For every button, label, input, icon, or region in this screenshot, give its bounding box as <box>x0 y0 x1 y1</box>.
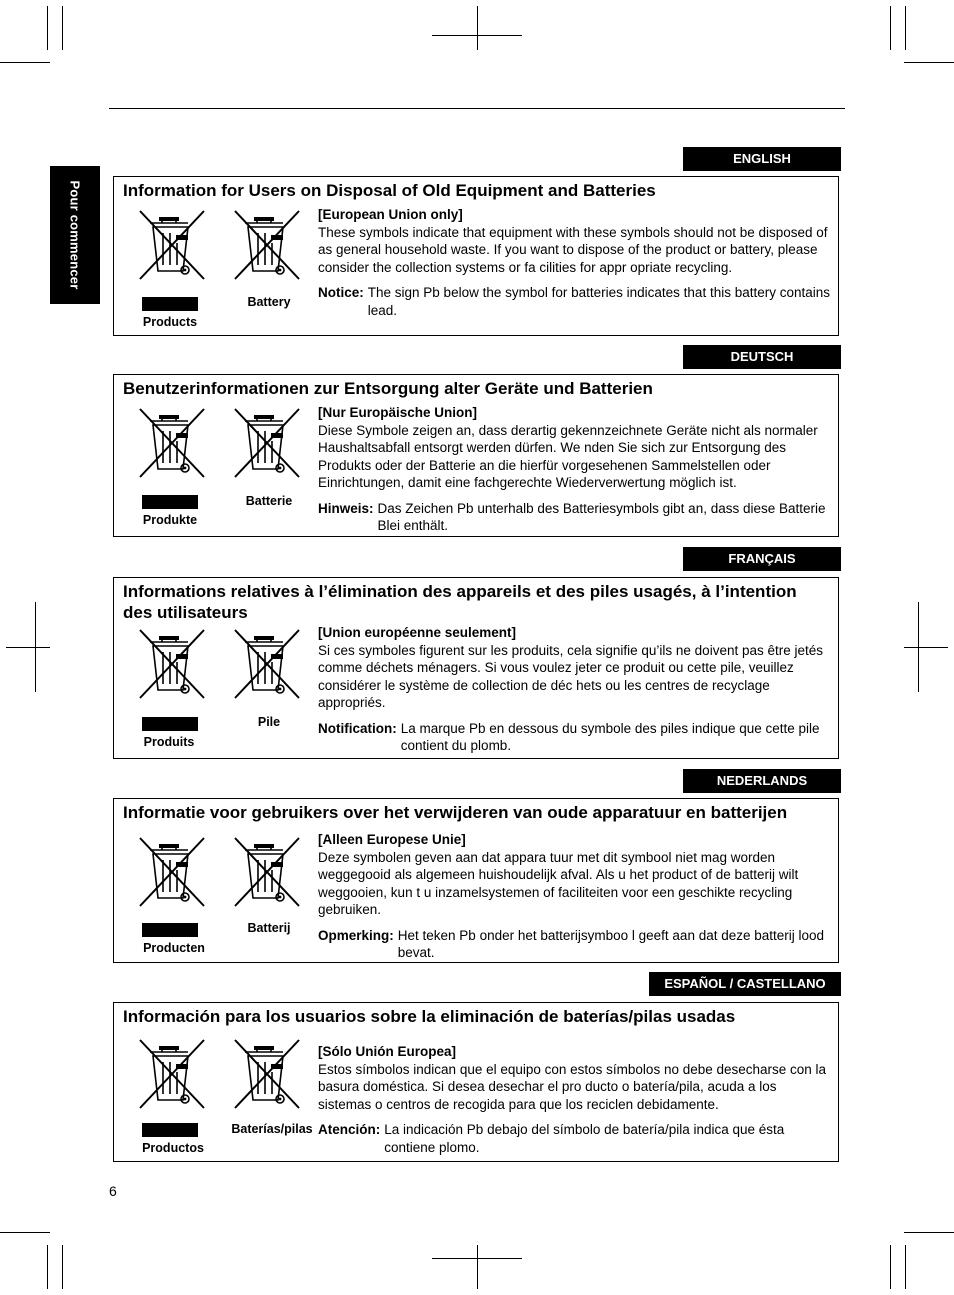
notice-label: Atención: <box>318 1122 381 1137</box>
section-title: Benutzerinformationen zur Entsorgung alter Geräte und Batterien <box>123 379 653 398</box>
crossed-bin-icon <box>136 405 208 481</box>
section-title: Información para los usuarios sobre la eliminación de baterías/pilas usadas <box>123 1007 736 1026</box>
crossed-bin-icon <box>136 834 208 910</box>
product-bar <box>142 717 198 731</box>
notice-text: Das Zeichen Pb unterhalb des Batteriesymbols gibt an, dass diese Batterie Blei enthält. <box>377 500 826 533</box>
crossed-bin-battery-icon <box>231 405 303 481</box>
page-number: 6 <box>109 1183 117 1199</box>
section-nederlands <box>113 798 839 963</box>
region-subheading: [Nur Europäische Union] <box>318 405 478 420</box>
product-bar <box>142 1123 198 1137</box>
notice <box>318 720 830 755</box>
notice <box>318 500 830 535</box>
header-rule <box>109 108 845 109</box>
section-text <box>318 831 830 962</box>
section-text <box>318 624 830 755</box>
side-tab <box>50 166 100 304</box>
product-bar <box>142 495 198 509</box>
crossed-bin-battery-icon <box>231 834 303 910</box>
crossed-bin-icon <box>136 207 208 283</box>
section-espanol <box>113 1002 839 1162</box>
notice-label: Notification: <box>318 720 397 736</box>
crossed-bin-icon <box>136 1036 208 1112</box>
lang-tab-deutsch: DEUTSCH <box>683 345 841 369</box>
section-english <box>113 176 839 336</box>
region-subheading: [Alleen Europese Unie] <box>318 832 466 847</box>
region-subheading: [European Union only] <box>318 207 463 222</box>
products-label: Produkte <box>142 513 198 527</box>
crossed-bin-battery-icon <box>231 207 303 283</box>
notice <box>318 284 830 319</box>
notice-text: Het teken Pb onder het batterijsymboo l geeft aan dat deze batterij lood bevat. <box>397 927 825 960</box>
notice <box>318 927 830 962</box>
lang-tab-espanol: ESPAÑOL / CASTELLANO <box>649 972 841 996</box>
products-label: Produits <box>143 735 195 749</box>
products-label: Products <box>142 315 198 329</box>
notice-text: La marque Pb en dessous du symbole des piles indique que cette pile contient du plomb. <box>400 720 820 753</box>
region-subheading: [Sólo Unión Europea] <box>318 1044 456 1059</box>
section-text <box>318 206 830 319</box>
section-title: Informatie voor gebruikers over het verwijderen van oude apparatuur en batterijen <box>123 803 788 822</box>
body-text: These symbols indicate that equipment with these symbols should not be disposed of as general household waste. If you want to dispose of the product or battery, please consider the collection systems or fa cilities for appr opriate recycling. <box>318 224 828 275</box>
battery-label: Baterías/pilas <box>231 1122 313 1136</box>
section-title: Information for Users on Disposal of Old Equipment and Batteries <box>123 181 656 200</box>
body-text: Si ces symboles figurent sur les produits, cela signifie qu’ils ne doivent pas être jetés comme déchets ménagers. Si vous voulez jeter ce produit ou cette pile, veuillez considérer le système de collection de déc hets ou les centres de recyclage appropriés. <box>318 642 824 710</box>
battery-label: Batterij <box>247 921 291 935</box>
products-label: Productos <box>142 1141 204 1155</box>
notice <box>318 1121 830 1156</box>
section-text <box>318 404 830 535</box>
section-francais <box>113 577 839 759</box>
battery-label: Pile <box>257 715 281 729</box>
product-bar <box>142 923 198 937</box>
crossed-bin-icon <box>136 626 208 702</box>
section-title: Informations relatives à l’élimination des appareils et des piles usagés, à l’intention des utilisateurs <box>123 582 797 622</box>
section-deutsch <box>113 374 839 537</box>
crossed-bin-battery-icon <box>231 1036 303 1112</box>
notice-label: Notice: <box>318 285 364 300</box>
lang-tab-english: ENGLISH <box>683 147 841 171</box>
crossed-bin-battery-icon <box>231 626 303 702</box>
battery-label: Batterie <box>245 494 293 508</box>
body-text: Estos símbolos indican que el equipo con estos símbolos no debe desecharse con la basura doméstica. Si desea desechar el pro ducto o batería/pila, acuda a los sistemas o centros de recogida para que los reciclen debidamente. <box>318 1061 827 1112</box>
region-subheading: [Union européenne seulement] <box>318 625 517 640</box>
lang-tab-nederlands: NEDERLANDS <box>683 769 841 793</box>
lang-tab-francais: FRANÇAIS <box>683 547 841 571</box>
battery-label: Battery <box>247 295 291 309</box>
notice-text: La indicación Pb debajo del símbolo de batería/pila indica que ésta contiene plomo. <box>384 1122 785 1155</box>
notice-label: Opmerking: <box>318 927 394 943</box>
body-text: Deze symbolen geven aan dat appara tuur met dit symbool niet mag worden weggegooid als algemeen huishoudelijk afval. Als u het product of de batterij wilt weggooien, kun t u inzamelsystemen of faciliteiten voor een geschikte recycling gebruiken. <box>318 849 799 917</box>
body-text: Diese Symbole zeigen an, dass derartig gekennzeichnete Geräte nicht als normaler Haushaltsabfall entsorgt werden dürfen. We nden Sie sich zur Entsorgung des Produkts oder der Batterie an die hierfür vorgesehenen Sammelstellen oder Einrichtungen, damit eine fachgerechte Wiederverwertung möglich ist. <box>318 422 818 490</box>
product-bar <box>142 297 198 311</box>
side-tab-label: Pour commencer <box>67 180 83 290</box>
products-label: Producten <box>143 941 205 955</box>
notice-text: The sign Pb below the symbol for batteries indicates that this battery contains lead. <box>367 285 831 318</box>
notice-label: Hinweis: <box>318 500 374 516</box>
section-text <box>318 1043 830 1156</box>
